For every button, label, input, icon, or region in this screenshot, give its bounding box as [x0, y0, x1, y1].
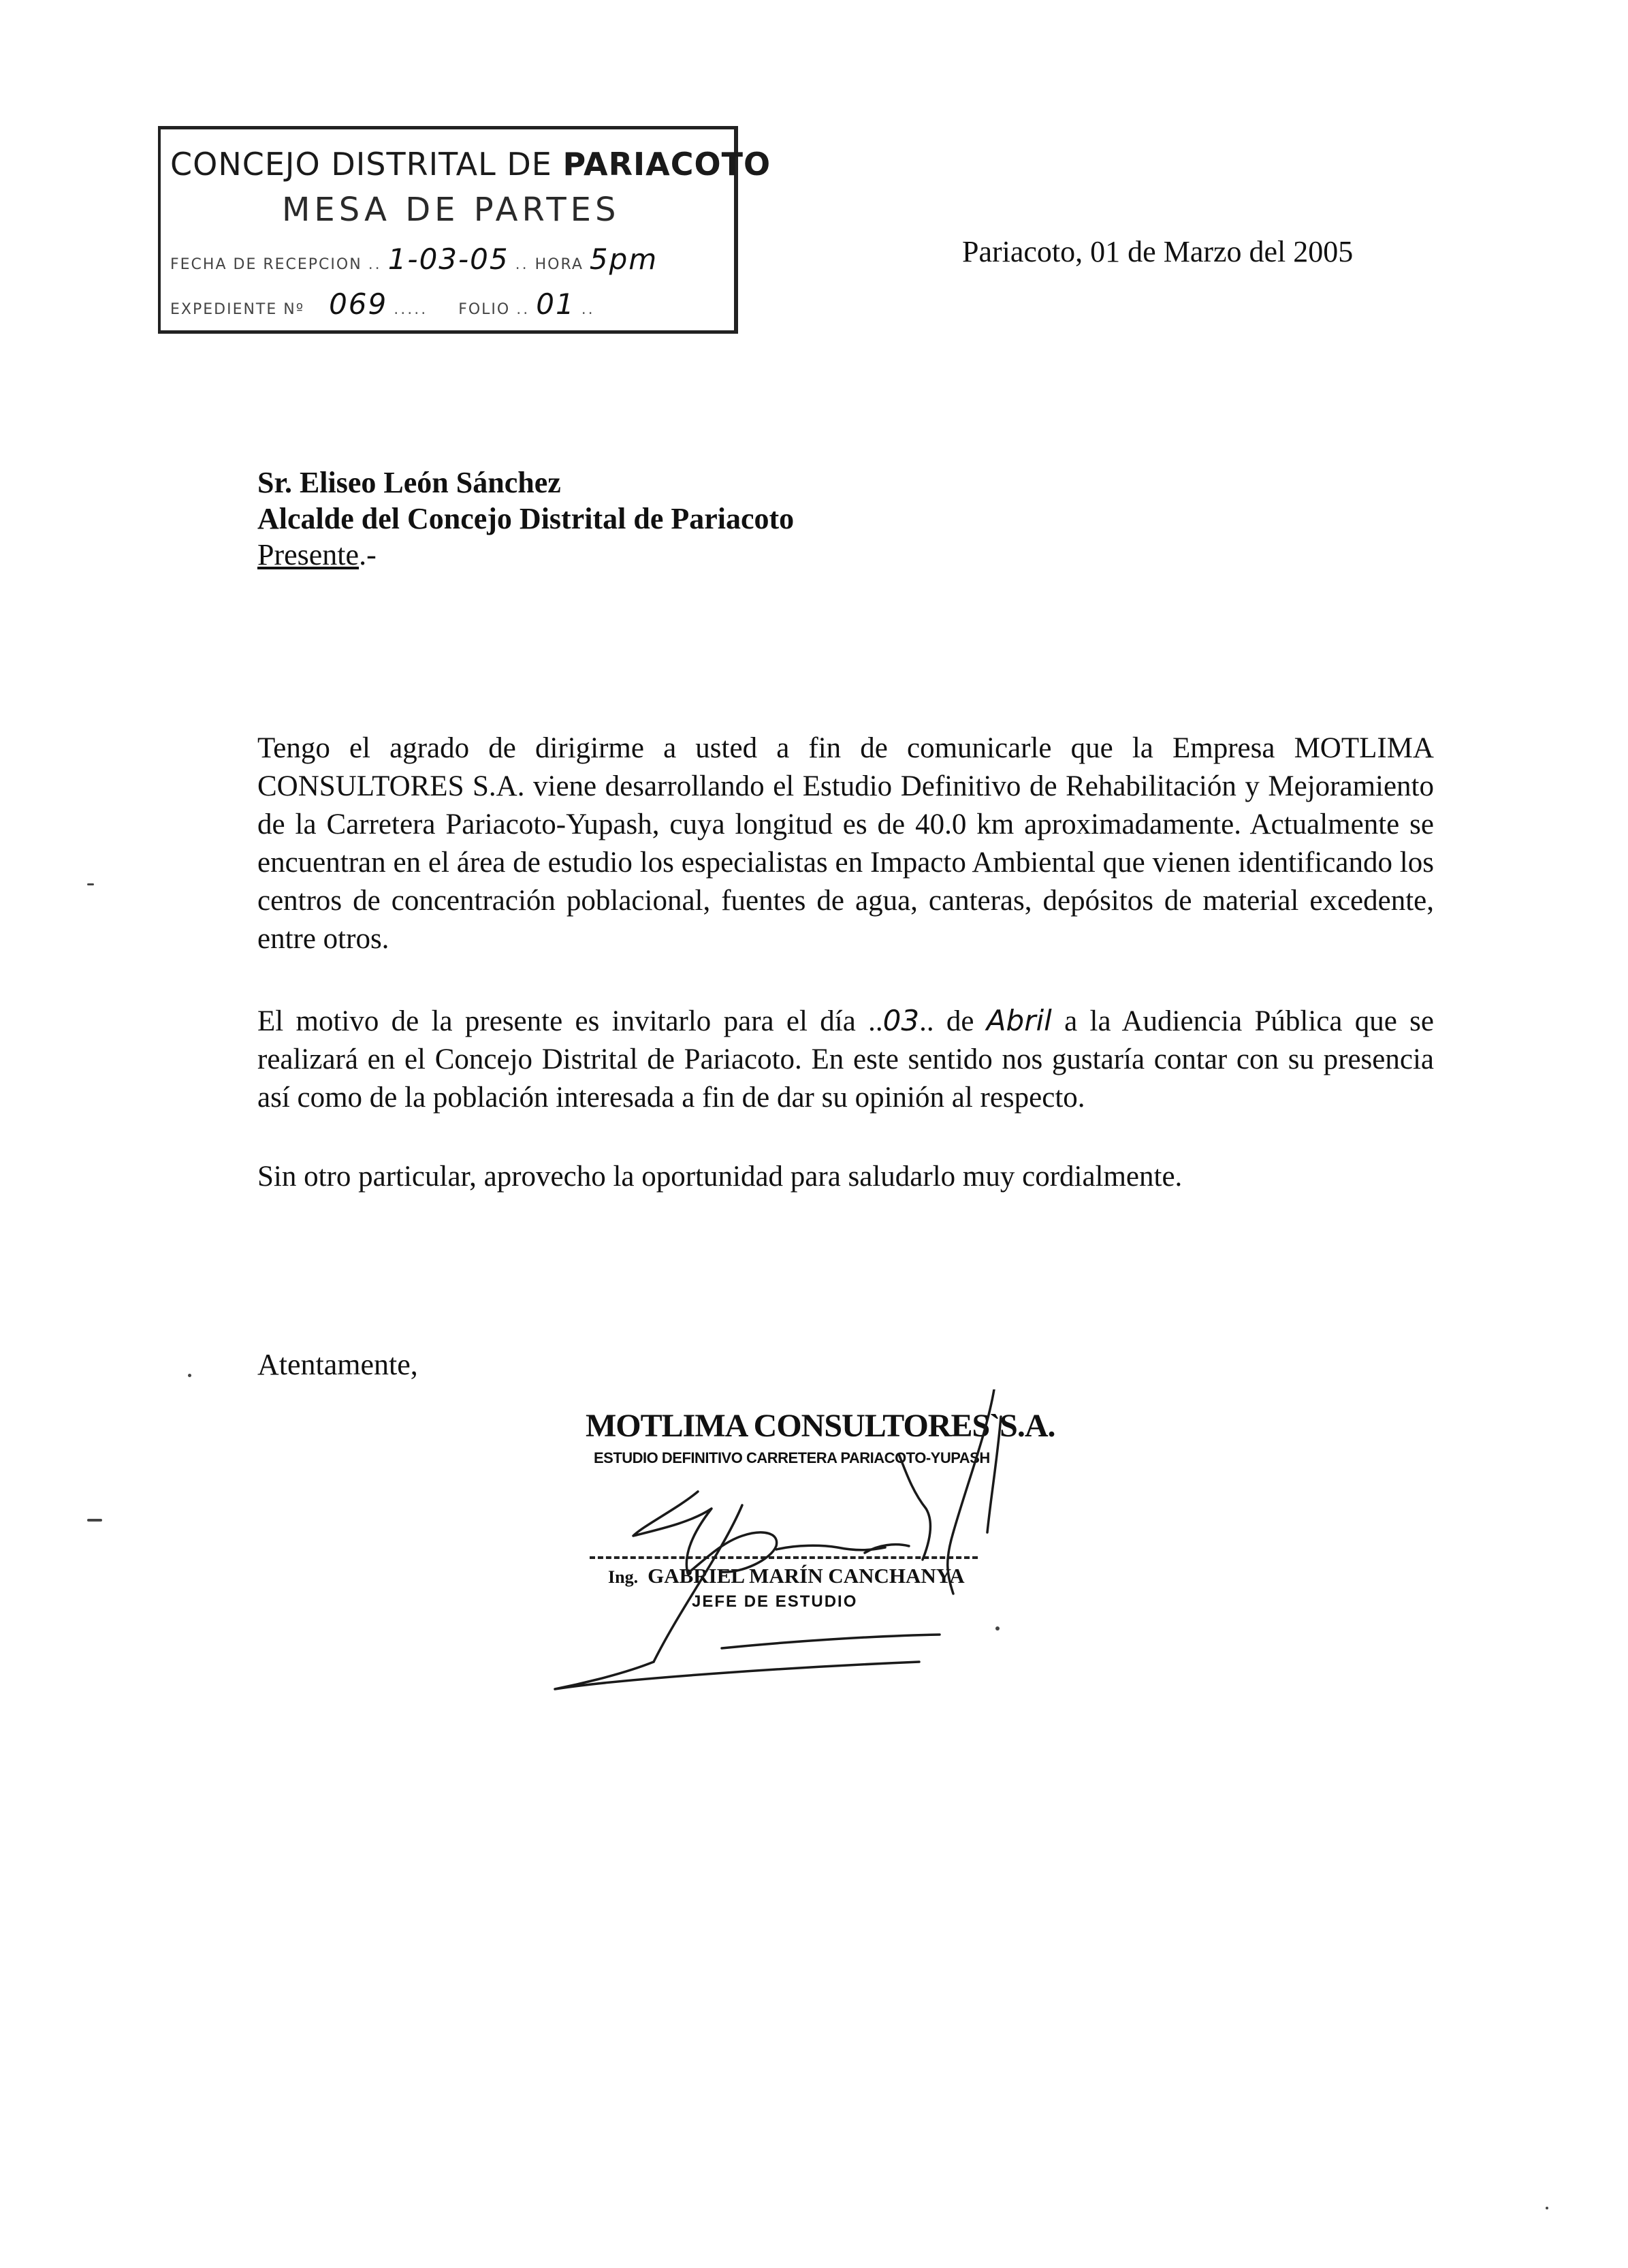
addressee-role: Alcalde del Concejo Distrital de Pariacoto — [257, 502, 795, 535]
handwritten-day: 03 — [882, 1004, 920, 1037]
handwritten-month: Abril — [986, 1004, 1052, 1037]
stamp-received-date: 1-03-05 — [387, 242, 509, 276]
signatory-name: GABRIEL MARÍN CANCHANYA — [648, 1564, 965, 1588]
body-paragraph-2 — [257, 1002, 1434, 1117]
paragraph-2-text-a: El motivo de la presente es invitarlo para el día .. — [257, 1005, 883, 1037]
stamp-file-label: EXPEDIENTE Nº — [170, 301, 305, 318]
addressee-greeting-suffix: .- — [359, 538, 377, 571]
body-paragraph-3: Sin otro particular, aprovecho la oportunidad para saludarlo muy cordialmente. — [257, 1161, 1183, 1193]
addressee-greeting: Presente — [257, 538, 360, 571]
scan-speck — [188, 1374, 191, 1377]
addressee-name: Sr. Eliseo León Sánchez — [257, 466, 561, 499]
addressee-greeting-line — [257, 537, 794, 573]
paragraph-2-text-c: a la Audiencia Pública que se realizará en el Concejo Distrital de Pariacoto. En este sentido nos gustaría contar con su presencia así como de la población interesada a fin de dar su opinión al respecto. — [257, 1005, 1434, 1114]
firm-stamp-name: MOTLIMA CONSULTORES`S.A. — [586, 1408, 1055, 1444]
scan-speck — [1546, 2207, 1548, 2209]
reception-stamp — [158, 126, 771, 334]
closing: Atentamente, — [257, 1348, 418, 1381]
handwritten-signature — [517, 1389, 1062, 1703]
paragraph-2-text-b: .. de — [919, 1005, 987, 1037]
signatory-prefix: Ing. — [608, 1567, 639, 1587]
stamp-hour-label: HORA — [534, 256, 584, 273]
stamp-hour-value: 5pm — [589, 242, 658, 276]
stamp-org-prefix: CONCEJO DISTRITAL DE — [170, 146, 563, 183]
stamp-received-label: FECHA DE RECEPCION — [170, 256, 362, 273]
date-line: Pariacoto, 01 de Marzo del 2005 — [962, 235, 1354, 268]
stamp-organization — [170, 146, 771, 183]
firm-stamp-subtitle: ESTUDIO DEFINITIVO CARRETERA PARIACOTO-YUPASH — [594, 1449, 990, 1466]
stamp-received-row: FECHA DE RECEPCION .. 1-03-05 .. HORA 5pm — [170, 242, 658, 276]
addressee-block — [257, 464, 794, 573]
stamp-folio-value: 01 — [536, 287, 575, 321]
stamp-org-suffix: PARIACOTO — [562, 146, 771, 183]
signatory-title: JEFE DE ESTUDIO — [692, 1592, 858, 1611]
scan-speck — [87, 1519, 102, 1522]
stamp-file-number: 069 — [329, 287, 388, 321]
stamp-department: MESA DE PARTES — [282, 191, 620, 229]
scan-speck — [87, 883, 94, 885]
stamp-file-row: EXPEDIENTE Nº 069 ..... FOLIO .. 01 .. — [170, 287, 595, 321]
scan-speck — [995, 1626, 1000, 1631]
body-paragraph-1: Tengo el agrado de dirigirme a usted a fin de comunicarle que la Empresa MOTLIMA CONSULTORES S.A. viene desarrollando el Estudio Definitivo de Rehabilitación y Mejoramiento de la Carretera Pariacoto-Yupash, cuya longitud es de 40.0 km aproximadamente. Actualmente se encuentran en el área de estudio los especialistas en Impacto Ambiental que vienen identificando los centros de concentración poblacional, fuentes de agua, canteras, depósitos de material excedente, entre otros. — [257, 732, 1434, 955]
stamp-folio-label: FOLIO — [458, 301, 511, 318]
